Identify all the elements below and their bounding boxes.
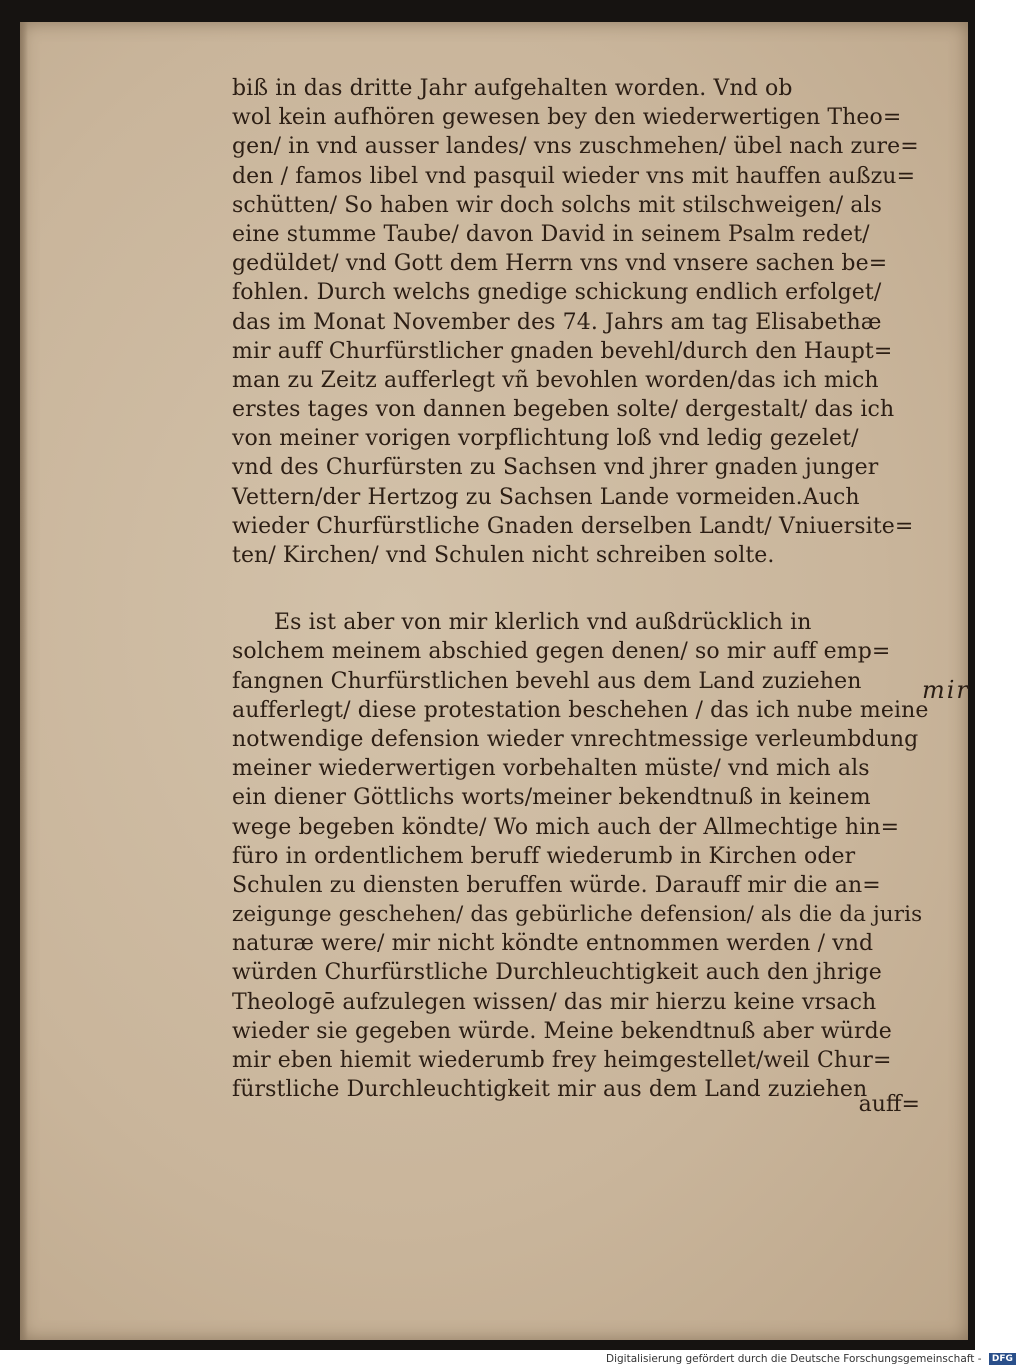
text-line: zeigunge geschehen/ das gebürliche defension/ als die da juris: [232, 902, 923, 928]
paragraph-gap: [232, 570, 932, 608]
text-line: wieder sie gegeben würde. Meine bekendtnuß aber würde: [232, 1018, 892, 1044]
text-line: Es ist aber von mir klerlich vnd außdrücklich in: [274, 610, 812, 636]
text-line: füro in ordentlichem beruff wiederumb in Kirchen oder: [232, 843, 856, 869]
text-line: von meiner vorigen vorpflichtung loß vnd ledig gezelet/: [232, 426, 859, 452]
text-line: wieder Churfürstliche Gnaden derselben Landt/ Vniuersite=: [232, 513, 914, 539]
text-line: mir auff Churfürstlicher gnaden bevehl/durch den Haupt=: [232, 338, 893, 364]
text-line: fohlen. Durch welchs gnedige schickung endlich erfolget/: [232, 280, 882, 306]
text-line: meiner wiederwertigen vorbehalten müste/ vnd mich als: [232, 756, 870, 782]
text-line: fürstliche Durchleuchtigkeit mir aus dem Land zuziehen: [232, 1077, 868, 1103]
digitization-footer: [606, 1350, 1016, 1368]
text-line: wol kein aufhören gewesen bey den wiederwertigen Theo=: [232, 105, 902, 131]
margin-annotation: mir: [922, 676, 970, 704]
text-line: fangnen Churfürstlichen bevehl aus dem Land zuziehen: [232, 668, 862, 694]
dfg-logo: DFG: [989, 1353, 1016, 1365]
paragraph-1: [232, 74, 932, 570]
text-line: biß in das dritte Jahr aufgehalten worden. Vnd ob: [232, 76, 793, 101]
text-line: schütten/ So haben wir doch solchs mit stilschweigen/ als: [232, 192, 883, 218]
text-line: notwendige defension wieder vnrechtmessige verleumbdung: [232, 726, 919, 752]
text-line: erstes tages von dannen begeben solte/ dergestalt/ das ich: [232, 397, 895, 423]
document-page: [20, 22, 968, 1340]
text-line: ten/ Kirchen/ vnd Schulen nicht schreiben solte.: [232, 543, 775, 568]
text-line: aufferlegt/ diese protestation beschehen / das ich nube meine: [232, 697, 929, 723]
text-line: solchem meinem abschied gegen denen/ so mir auff emp=: [232, 639, 891, 665]
text-line: eine stumme Taube/ davon David in seinem Psalm redet/: [232, 221, 870, 247]
text-line: mir eben hiemit wiederumb frey heimgestellet/weil Chur=: [232, 1048, 892, 1073]
text-line: man zu Zeitz aufferlegt vñ bevohlen worden/das ich mich: [232, 367, 879, 393]
text-line: gedüldet/ vnd Gott dem Herrn vns vnd vnsere sachen be=: [232, 251, 888, 277]
text-line: das im Monat November des 74. Jahrs am tag Elisabethæ: [232, 309, 882, 335]
text-line: vnd des Churfürsten zu Sachsen vnd jhrer gnaden junger: [232, 455, 879, 481]
text-line: naturæ were/ mir nicht köndte entnommen werden / vnd: [232, 931, 874, 957]
text-line: Theologē aufzulegen wissen/ das mir hierzu keine vrsach: [232, 989, 877, 1015]
text-line: den / famos libel vnd pasquil wieder vns mit hauffen außzu=: [232, 163, 916, 189]
text-line: gen/ in vnd ausser landes/ vns zuschmehen/ übel nach zure=: [232, 134, 919, 160]
page-body-text: [232, 74, 932, 1104]
paragraph-2: [232, 608, 932, 1104]
footer-text: Digitalisierung gefördert durch die Deutsche Forschungsgemeinschaft -: [606, 1353, 982, 1365]
text-line: Vettern/der Hertzog zu Sachsen Lande vormeiden.Auch: [232, 484, 860, 510]
text-line: ein diener Göttlichs worts/meiner bekendtnuß in keinem: [232, 785, 871, 811]
text-line: würden Churfürstliche Durchleuchtigkeit auch den jhrige: [232, 960, 882, 986]
text-line: Schulen zu diensten beruffen würde. Darauff mir die an=: [232, 872, 881, 898]
text-line: wege begeben köndte/ Wo mich auch der Allmechtige hin=: [232, 814, 900, 840]
page-left-edge: [20, 22, 28, 1340]
catchword: auff=: [858, 1092, 920, 1117]
